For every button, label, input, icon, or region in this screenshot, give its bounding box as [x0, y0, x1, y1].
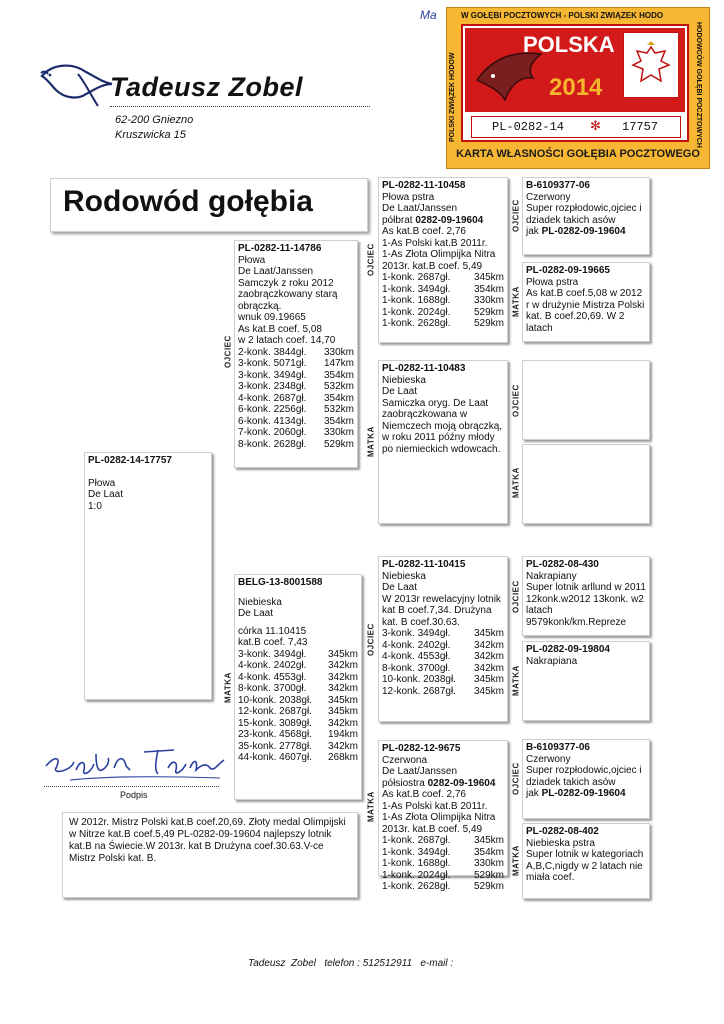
mmf-ref: jak PL-0282-09-19604 [526, 788, 626, 799]
mf-ring: PL-0282-11-10415 [382, 559, 466, 570]
result-row [238, 381, 354, 393]
mmf-box [522, 739, 650, 819]
eagle-emblem-icon [623, 32, 679, 98]
result-row [238, 358, 354, 370]
father-box [234, 240, 358, 468]
document-title: Rodowód gołębia [63, 185, 313, 218]
mm-sibling: półsiostra 0282-09-19604 [382, 777, 496, 789]
result-competition: 4-konk. 2402gł. [238, 660, 307, 671]
result-competition: 3-konk. 2348gł. [238, 381, 307, 392]
ff-results [382, 272, 504, 330]
result-distance: 354km [473, 846, 504, 858]
fmm-box-empty [522, 444, 650, 524]
result-competition: 1-konk. 2628gł. [382, 881, 451, 892]
label-ojciec-mff: OJCIEC [511, 580, 521, 614]
ff-box [378, 177, 508, 343]
father-results [238, 347, 354, 451]
mmf-line: Super rozpłodowic,ojciec i dziadek takich asów [526, 765, 642, 788]
result-competition: 1-konk. 2687gł. [382, 272, 451, 283]
label-ojciec-fff: OJCIEC [511, 199, 521, 233]
notes-box [62, 812, 358, 898]
result-distance: 342km [473, 639, 504, 651]
mmm-line: A,B,C,nigdy w 2 latach nie miała coef. [526, 860, 643, 883]
result-competition: 1-konk. 2024gł. [382, 306, 451, 318]
result-row [238, 752, 358, 764]
mm-line: 1-As Polski kat.B 2011r. [382, 800, 488, 812]
result-row [382, 318, 504, 330]
result-row [238, 649, 358, 661]
label-ojciec-father: OJCIEC [223, 335, 233, 369]
result-row [382, 881, 504, 893]
result-competition: 10-konk. 2038gł. [238, 694, 312, 706]
mother-line: kat.B coef. 7,43 [238, 637, 308, 648]
result-competition: 3-konk. 3494gł. [382, 628, 451, 639]
stamp-panel [461, 24, 689, 142]
stamp-year: 2014 [549, 74, 603, 101]
result-distance: 330km [473, 295, 504, 306]
ffm-line: As kat.B coef.5,08 w 2012 r w drużynie Mistrza Polski kat. B coef.20,69. W 2 latach [526, 288, 645, 334]
ff-line: 1-As Polski kat.B 2011r. [382, 237, 488, 249]
result-distance: 529km [473, 318, 504, 329]
stamp-country: POLSKA [523, 32, 615, 57]
mff-ring: PL-0282-08-430 [526, 559, 599, 570]
result-distance: 342km [473, 651, 504, 662]
mm-line: De Laat/Janssen [382, 766, 458, 777]
result-row [382, 295, 504, 307]
father-ring: PL-0282-11-14786 [238, 243, 322, 254]
result-row [238, 683, 358, 695]
label-ojciec-ff: OJCIEC [366, 243, 376, 277]
ff-ring: PL-0282-11-10458 [382, 180, 466, 191]
subject-color: Płowa [88, 477, 116, 489]
result-distance: 330km [323, 427, 354, 438]
father-line: As kat.B coef. 5,08 [238, 323, 322, 335]
mfm-line: Nakrapiana [526, 655, 578, 667]
mother-ring: BELG-13-8001588 [238, 577, 323, 588]
notes-text: W 2012r. Mistrz Polski kat.B coef.20,69. Złoty medal Olimpijski w Nitrze kat.B coef.5,49 PL-0282-09-19604 najlepszy lotnik kat.B na Świecie.W 2013r. kat B Drużyna coef.30.63.V-ce Mistrz Polski kat. B. [69, 817, 346, 864]
result-competition: 1-konk. 1688gł. [382, 858, 451, 869]
father-line: w 2 latach coef. 14,70 [238, 335, 336, 346]
result-row [238, 427, 354, 439]
pigeon-logo-icon [38, 54, 118, 109]
label-matka-mother: MATKA [223, 672, 233, 704]
result-competition: 8-konk. 2628gł. [238, 438, 307, 450]
mm-box [378, 740, 508, 892]
ownership-card-stamp [446, 7, 710, 169]
result-competition: 12-konk. 2687gł. [382, 685, 456, 697]
result-row [238, 706, 358, 718]
fm-box [378, 360, 508, 524]
result-competition: 3-konk. 3494gł. [238, 648, 307, 660]
result-row [382, 858, 504, 870]
result-competition: 12-konk. 2687gł. [238, 706, 312, 717]
ff-line: 1-As Złota Olimpijka Nitra 2013r. kat.B coef. 5,49 [382, 249, 496, 272]
footer-contact: Tadeusz Zobel telefon : 512512911 e-mail : [248, 958, 454, 969]
result-competition: 6-konk. 2256gł. [238, 404, 307, 415]
subject-strain: De Laat [88, 489, 124, 500]
result-distance: 345km [473, 674, 504, 685]
result-distance: 194km [327, 729, 358, 740]
result-competition: 10-konk. 2038gł. [382, 674, 456, 685]
result-row [382, 284, 504, 296]
fm-ring: PL-0282-11-10483 [382, 363, 466, 374]
result-competition: 4-konk. 4553gł. [238, 671, 307, 683]
result-distance: 345km [473, 272, 504, 283]
top-handwritten-note: Ma [420, 8, 437, 22]
mf-results [382, 628, 504, 697]
subject-ring: PL-0282-14-17757 [88, 455, 172, 466]
father-line: De Laat/Janssen [238, 266, 314, 277]
mf-line: De Laat [382, 582, 418, 593]
ff-line: Płowa pstra [382, 191, 435, 203]
label-matka-mfm: MATKA [511, 665, 521, 697]
stamp-caption: KARTA WŁASNOŚCI GOŁĘBIA POCZTOWEGO [456, 148, 700, 160]
subject-pigeon-box [84, 452, 212, 700]
label-ojciec-mf: OJCIEC [366, 623, 376, 657]
result-distance: 330km [473, 858, 504, 869]
label-matka-fmm: MATKA [511, 467, 521, 499]
mf-line: Niebieska [382, 570, 426, 582]
result-row [382, 870, 504, 882]
result-competition: 8-konk. 3700gł. [382, 662, 451, 674]
result-competition: 23-konk. 4568gł. [238, 729, 312, 740]
mother-line: córka 11.10415 [238, 625, 307, 637]
mother-box [234, 574, 362, 800]
label-ojciec-mmf: OJCIEC [511, 762, 521, 796]
breeder-name: Tadeusz Zobel [110, 72, 304, 102]
result-competition: 1-konk. 2687gł. [382, 835, 451, 846]
result-distance: 354km [323, 392, 354, 404]
stamp-right-text: HODOWCÓW GOŁĘBI POCZTOWYCH [695, 22, 702, 148]
result-competition: 35-konk. 2778gł. [238, 740, 312, 752]
label-matka-fm: MATKA [366, 426, 376, 458]
result-competition: 1-konk. 2628gł. [382, 318, 451, 329]
ffm-box [522, 262, 650, 342]
mmf-ring: B-6109377-06 [526, 742, 590, 753]
result-competition: 1-konk. 1688gł. [382, 295, 451, 306]
result-competition: 15-konk. 3089gł. [238, 717, 312, 729]
ffm-line: Płowa pstra [526, 276, 579, 288]
fm-line: Niebieska [382, 374, 426, 386]
result-distance: 532km [323, 404, 354, 415]
stamp-left-text: POLSKI ZWIĄZEK HODOW [449, 52, 456, 142]
result-row [382, 640, 504, 652]
result-row [238, 672, 358, 684]
result-row [382, 835, 504, 847]
result-distance: 330km [323, 346, 354, 358]
mm-ring: PL-0282-12-9675 [382, 743, 461, 754]
mmm-ring: PL-0282-08-402 [526, 826, 599, 837]
mff-line: Nakrapiany [526, 570, 577, 582]
result-distance: 342km [327, 717, 358, 729]
mmm-box [522, 823, 650, 899]
fmf-box-empty [522, 360, 650, 440]
mfm-ring: PL-0282-09-19804 [526, 644, 610, 655]
mm-results [382, 835, 504, 893]
result-row [238, 404, 354, 416]
result-distance: 345km [327, 694, 358, 706]
result-distance: 345km [327, 648, 358, 660]
fff-line: Czerwony [526, 191, 571, 203]
result-row [238, 660, 358, 672]
result-row [238, 439, 354, 451]
mmm-line: Niebieska pstra [526, 837, 595, 849]
fff-line: Super rozpłodowic,ojciec i dziadek takich asów [526, 203, 642, 226]
ff-sibling: półbrat 0282-09-19604 [382, 214, 484, 226]
result-competition: 1-konk. 2024gł. [382, 869, 451, 881]
result-competition: 1-konk. 3494gł. [382, 846, 451, 858]
result-row [382, 272, 504, 284]
result-distance: 342km [327, 671, 358, 683]
mother-line: De Laat [238, 608, 274, 619]
result-distance: 529km [323, 438, 354, 450]
result-row [238, 729, 358, 741]
result-distance: 345km [473, 628, 504, 639]
result-row [238, 718, 358, 730]
result-competition: 8-konk. 3700gł. [238, 683, 307, 694]
fff-ring: B-6109377-06 [526, 180, 590, 191]
result-row [238, 347, 354, 359]
label-matka-mm: MATKA [366, 791, 376, 823]
result-competition: 3-konk. 3494gł. [238, 369, 307, 381]
fm-line: Samiczka oryg. De Laat zaobrączkowana w Niemczech moją obrączką, w roku 2011 późny młody po niemieckich wdowcach. [382, 397, 503, 455]
mm-line: As kat.B coef. 2,76 [382, 789, 466, 800]
fff-box [522, 177, 650, 255]
mf-line: W 2013r rewelacyjny lotnik kat B coef.7,34. Drużyna kat. B coef.30.63. [382, 593, 501, 628]
signature-label: Podpis [120, 790, 148, 800]
mf-box [378, 556, 508, 722]
mff-line: Super lotnik arllund w 2011 12konk.w2012 13konk. w2 latach 9579konk/km.Repreze [526, 582, 646, 628]
father-line: Samczyk z roku 2012 zaobrączkowany starą obrączką. [238, 277, 338, 312]
ff-line: As kat.B coef. 2,76 [382, 226, 466, 237]
result-distance: 354km [323, 369, 354, 381]
signature-underline [44, 786, 219, 787]
mfm-box [522, 641, 650, 721]
result-row [238, 416, 354, 428]
result-competition: 1-konk. 3494gł. [382, 283, 451, 295]
result-competition: 3-konk. 5071gł. [238, 358, 307, 369]
stamp-ring: PL-0282-14 [492, 120, 565, 134]
stamp-serial: 17757 [622, 120, 659, 134]
result-distance: 354km [473, 283, 504, 295]
mmf-line: Czerwony [526, 753, 571, 765]
result-distance: 354km [323, 415, 354, 427]
mff-box [522, 556, 650, 636]
result-row [382, 847, 504, 859]
result-distance: 345km [473, 835, 504, 846]
mm-line: Czerwona [382, 754, 428, 766]
result-row [238, 370, 354, 382]
result-competition: 6-konk. 4134gł. [238, 415, 307, 427]
result-distance: 342km [327, 740, 358, 752]
label-matka-ffm: MATKA [511, 286, 521, 318]
result-distance: 532km [323, 381, 354, 392]
result-row [382, 674, 504, 686]
ff-line: De Laat/Janssen [382, 203, 458, 214]
fff-ref: jak PL-0282-09-19604 [526, 226, 626, 237]
father-line: Płowa [238, 254, 266, 266]
mother-results [238, 649, 358, 764]
title-box [50, 178, 368, 232]
stamp-top-text: W GOŁĘBI POCZTOWYCH - POLSKI ZWIĄZEK HODO [461, 11, 664, 20]
result-row [382, 307, 504, 319]
result-competition: 7-konk. 2060gł. [238, 427, 307, 438]
address-line-1: 62-200 Gniezno [115, 114, 194, 126]
subject-sex: 1:0 [88, 500, 102, 512]
result-row [238, 695, 358, 707]
result-competition: 4-konk. 4553gł. [382, 651, 451, 662]
result-distance: 342km [327, 683, 358, 694]
result-competition: 44-konk. 4607gł. [238, 752, 312, 763]
father-line: wnuk 09.19665 [238, 312, 306, 323]
mmm-line: Super lotnik w kategoriach [526, 849, 644, 860]
result-distance: 345km [327, 706, 358, 717]
result-competition: 4-konk. 2402gł. [382, 639, 451, 651]
mm-line: 1-As Złota Olimpijka Nitra 2013r. kat.B coef. 5,49 [382, 812, 496, 835]
result-distance: 345km [473, 685, 504, 697]
address-line-2: Kruszwicka 15 [115, 129, 186, 141]
stamp-star-icon: ✻ [590, 118, 601, 133]
result-distance: 529km [473, 306, 504, 318]
result-row [382, 628, 504, 640]
result-distance: 342km [327, 660, 358, 671]
result-competition: 2-konk. 3844gł. [238, 346, 307, 358]
name-underline [110, 106, 370, 107]
result-distance: 529km [473, 869, 504, 881]
result-distance: 147km [323, 358, 354, 369]
result-row [382, 663, 504, 675]
stamp-ring-field [471, 116, 681, 138]
result-distance: 342km [473, 662, 504, 674]
label-ojciec-fmf: OJCIEC [511, 384, 521, 418]
ffm-ring: PL-0282-09-19665 [526, 265, 610, 276]
label-matka-mmm: MATKA [511, 845, 521, 877]
result-row [382, 651, 504, 663]
mother-line: Niebieska [238, 596, 282, 608]
fm-line: De Laat [382, 386, 418, 397]
result-distance: 268km [327, 752, 358, 763]
handwritten-signature [40, 742, 230, 786]
result-row [238, 393, 354, 405]
result-competition: 4-konk. 2687gł. [238, 392, 307, 404]
result-distance: 529km [473, 881, 504, 892]
result-row [382, 686, 504, 698]
result-row [238, 741, 358, 753]
